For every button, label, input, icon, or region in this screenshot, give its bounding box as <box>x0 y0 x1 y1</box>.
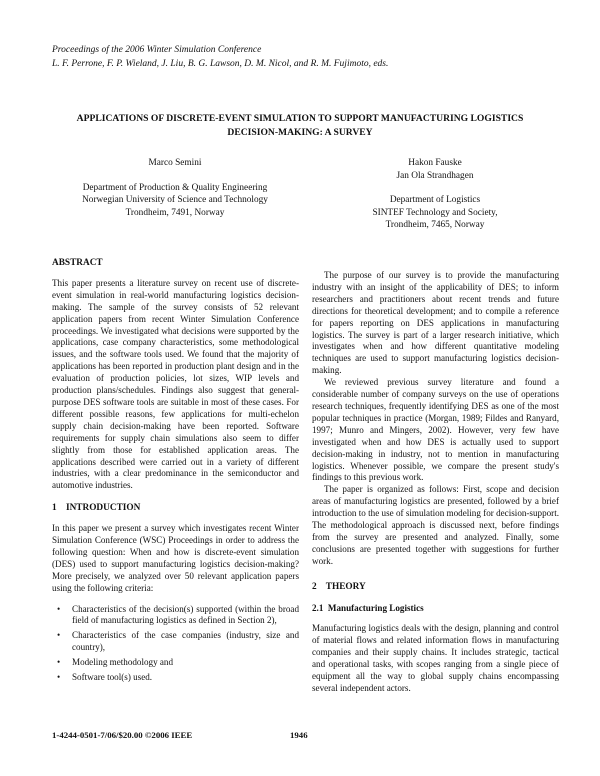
right-column <box>312 270 559 695</box>
abstract-heading: ABSTRACT <box>52 258 103 268</box>
author-name: Jan Ola Strandhagen <box>396 170 474 181</box>
list-item: • Modeling methodology and <box>57 657 174 668</box>
introduction-paragraph: We reviewed previous survey literature and found a considerable number of company surveys on the use of operations research techniques, frequently identifying DES as one of the most popular techniques in practice (Morgan, 1989; Fildes and Ranyard, 1997; Munro and Mingers, 2002). However, very few have investigated when and how DES is actually used to support decision-making in industry, not to mention in manufacturing logistics. Whenever possible, we compare the present study's findings to this previous work. <box>312 377 559 483</box>
bullet-icon: • <box>57 603 61 614</box>
page-number: 1946 <box>290 730 308 740</box>
title-line-2: DECISION-MAKING: A SURVEY <box>227 127 373 138</box>
running-header <box>52 43 388 71</box>
list-item: • Characteristics of the case companies (industry, size and country), <box>57 630 299 653</box>
author-block-left <box>55 157 295 219</box>
paper-title <box>40 112 560 140</box>
author-affiliation: Trondheim, 7491, Norway <box>125 207 225 218</box>
copyright-line: 1-4244-0501-7/06/$20.00 ©2006 IEEE <box>52 730 193 740</box>
list-item: • Software tool(s) used. <box>57 672 153 683</box>
author-affiliation: SINTEF Technology and Society, <box>372 207 498 218</box>
left-column <box>52 258 299 687</box>
bullet-icon: • <box>57 630 61 641</box>
theory-paragraph: Manufacturing logistics deals with the design, planning and control of material flows and related information flows in manufacturing companies and their supply chains. It includes strategic, tactical and operational tasks, with scopes ranging from a single piece of equipment all the way to global supply chains encompassing several independent actors. <box>312 623 559 693</box>
bullet-icon: • <box>57 657 61 668</box>
author-affiliation: Department of Production & Quality Engineering <box>82 182 268 193</box>
author-affiliation: Department of Logistics <box>389 195 481 205</box>
author-affiliation: Norwegian University of Science and Technology <box>82 195 268 205</box>
abstract-text: This paper presents a literature survey on recent use of discrete-event simulation in real-world manufacturing logistics decision-making. The sample of the survey consists of 52 relevant application papers from recent Winter Simulation Conference proceedings. We investigated what decisions were supported by the applications, case company characteristics, some methodological issues, and the software tools used. We found that the majority of applications has been reported in production plant design and in the evaluation of production policies, lot sizes, WIP levels and production plans/schedules. Findings also suggest that general-purpose DES software tools are suitable in most of these cases. For different possible reasons, few applications for multi-echelon supply chain decision-making have been reported. Software requirements for supply chain simulations also seem to differ slightly from those for established application areas. The applications described were carried out in a variety of different industries, with a clear predominance in the semiconductor and automotive industries. <box>52 277 299 491</box>
theory-heading: 2 THEORY <box>312 581 366 592</box>
introduction-heading: 1 INTRODUCTION <box>52 503 141 514</box>
author-affiliation: Trondheim, 7465, Norway <box>385 220 485 230</box>
introduction-paragraph: In this paper we present a survey which investigates recent Winter Simulation Conference (WSC) Proceedings in order to address the following question: When and how is discrete-event simulation (DES) used to support manufacturing logistics decision-making? More precisely, we analyzed over 50 relevant application papers using the following criteria: <box>52 523 299 593</box>
author-name: Hakon Fauske <box>408 158 462 168</box>
proceedings-line: Proceedings of the 2006 Winter Simulation Conference <box>52 45 262 55</box>
introduction-paragraph: The purpose of our survey is to provide the manufacturing industry with an insight of the applicability of DES; to inform researchers and practitioners about recent trends and future directions for theoretical development; and to compile a reference for papers reporting on DES applications in manufacturing logistics. The survey is part of a larger research initiative, which investigates when and how different quantitative modeling techniques are used to support manufacturing logistics decision-making. <box>312 270 559 376</box>
manufacturing-logistics-subheading: 2.1 Manufacturing Logistics <box>312 602 424 613</box>
bullet-icon: • <box>57 672 61 683</box>
criteria-list <box>52 604 299 684</box>
introduction-paragraph: The paper is organized as follows: First, scope and decision areas of manufacturing logistics are presented, followed by a brief introduction to the use of simulation modeling for decision-support. The methodological approach is discussed next, before findings from the survey are presented and analyzed. Finally, some conclusions are presented together with suggestions for further work. <box>312 484 559 566</box>
list-item: • Characteristics of the decision(s) supported (within the broad field of manufacturing logistics as defined in Section 2), <box>57 603 299 626</box>
author-name: Marco Semini <box>148 158 202 168</box>
title-line-1: APPLICATIONS OF DISCRETE-EVENT SIMULATION TO SUPPORT MANUFACTURING LOGISTICS <box>76 113 524 124</box>
author-block-right <box>325 157 545 232</box>
editors-line: L. F. Perrone, F. P. Wieland, J. Liu, B. G. Lawson, D. M. Nicol, and R. M. Fujimoto, eds. <box>52 59 389 69</box>
